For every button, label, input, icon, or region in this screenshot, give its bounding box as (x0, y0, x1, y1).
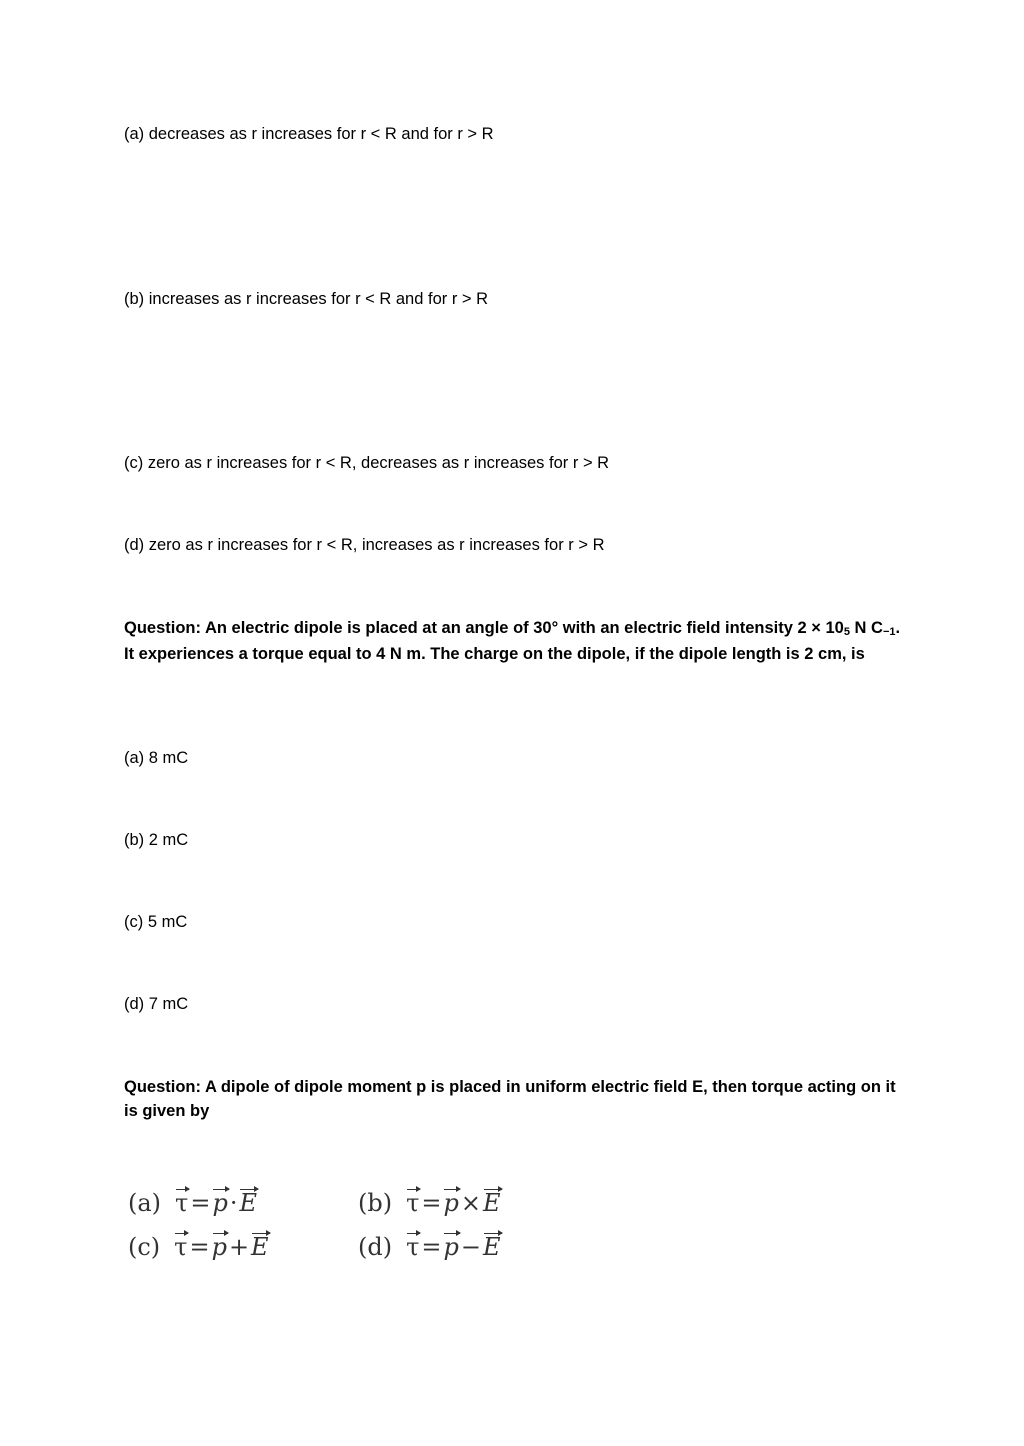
q3-formula-options-image (128, 1182, 528, 1272)
field-vector: E (251, 1233, 269, 1261)
operator: − (460, 1233, 481, 1261)
option-label: (d) (358, 1233, 393, 1261)
equals-sign: = (421, 1189, 442, 1217)
field-vector: E (482, 1189, 501, 1217)
equals-sign: = (189, 1233, 210, 1261)
operator: · (229, 1189, 238, 1217)
torque-vector: τ (175, 1189, 189, 1217)
q1-option-a: (a) decreases as r increases for r < R and for r > R (124, 125, 494, 143)
q1-option-b: (b) increases as r increases for r < R and for r > R (124, 290, 489, 308)
dipole-vector: p (443, 1189, 459, 1217)
q2-option-d: (d) 7 mC (124, 995, 189, 1013)
equals-sign: = (421, 1233, 442, 1261)
dipole-vector: p (443, 1233, 459, 1261)
equals-sign: = (190, 1189, 211, 1217)
q2-text-part3: . It experiences a torque equal to 4 N m. The charge on the dipole, if the dipole length is 2 cm, is (124, 619, 901, 663)
q3-option-b (358, 1188, 501, 1218)
q3-option-a (128, 1188, 257, 1218)
operator: × (460, 1189, 481, 1217)
field-vector: E (239, 1189, 257, 1217)
q2-question-text (124, 616, 904, 666)
q2-option-a: (a) 8 mC (124, 749, 189, 767)
option-label: (b) (358, 1189, 393, 1217)
torque-vector: τ (406, 1233, 420, 1261)
q3-option-d (358, 1232, 501, 1262)
option-label: (c) (128, 1233, 161, 1261)
q2-text-part1: Question: An electric dipole is placed at an angle of 30° with an electric field intensity 2 × 10 (124, 619, 844, 637)
dipole-vector: p (212, 1189, 228, 1217)
q1-option-c: (c) zero as r increases for r < R, decreases as r increases for r > R (124, 454, 610, 472)
torque-vector: τ (406, 1189, 420, 1217)
option-label: (a) (128, 1189, 162, 1217)
q2-exponent-2: −1 (882, 626, 896, 638)
operator: + (228, 1233, 250, 1261)
q2-option-b: (b) 2 mC (124, 831, 189, 849)
q2-exponent-1: 5 (843, 626, 850, 638)
q2-text-part2: N C (849, 619, 883, 637)
dipole-vector: p (211, 1233, 227, 1261)
field-vector: E (482, 1233, 501, 1261)
torque-vector: τ (174, 1233, 188, 1261)
q1-option-d: (d) zero as r increases for r < R, increases as r increases for r > R (124, 536, 605, 554)
q3-option-c (128, 1232, 269, 1262)
q3-question-text: Question: A dipole of dipole moment p is placed in uniform electric field E, then torque acting on it is given by (124, 1078, 896, 1120)
q2-option-c: (c) 5 mC (124, 913, 188, 931)
